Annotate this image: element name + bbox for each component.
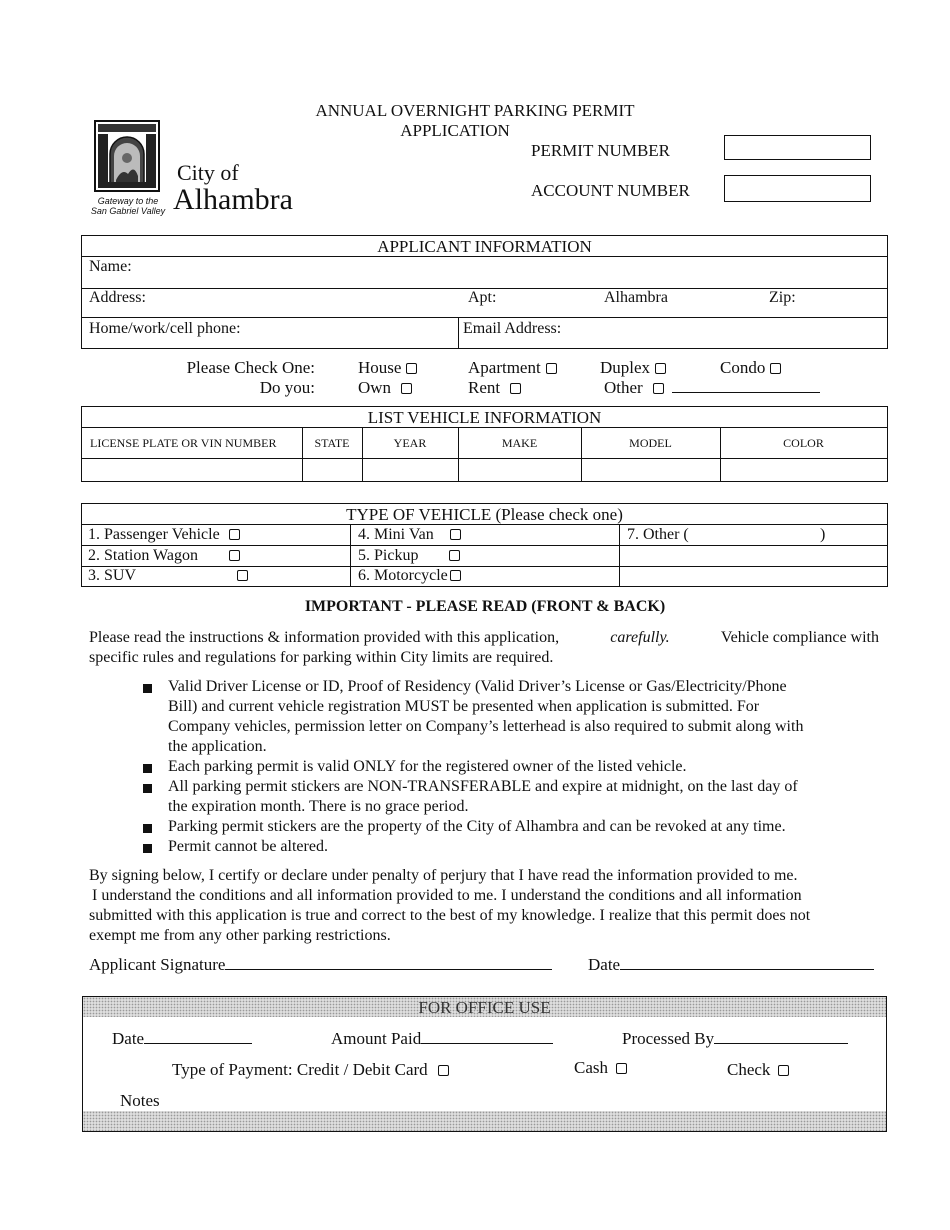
office-use-footer-band: [83, 1111, 886, 1131]
suv-label: 3. SUV: [88, 567, 137, 584]
bullet-1-line3: Company vehicles, permission letter on Company’s letterhead is also required to submit along with: [168, 718, 804, 735]
payment-type-label: Type of Payment: Credit / Debit Card: [172, 1060, 428, 1079]
important-title: IMPORTANT - PLEASE READ (FRONT & BACK): [304, 598, 666, 615]
bullet-icon: [143, 684, 152, 693]
license-plate-input[interactable]: [82, 459, 302, 481]
signature-line[interactable]: [225, 955, 552, 970]
duplex-label: Duplex: [600, 358, 651, 377]
condo-label: Condo: [720, 358, 766, 377]
permit-number-box[interactable]: [724, 135, 871, 160]
apartment-checkbox[interactable]: [546, 363, 557, 374]
address-label: Address:: [89, 289, 146, 306]
form-title-line1: ANNUAL OVERNIGHT PARKING PERMIT: [315, 101, 635, 120]
other-residence-line[interactable]: [672, 378, 820, 393]
check-checkbox[interactable]: [778, 1065, 789, 1076]
passenger-vehicle-checkbox[interactable]: [229, 529, 240, 540]
col-license-plate: LICENSE PLATE OR VIN NUMBER: [90, 436, 277, 450]
mini-van-label: 4. Mini Van: [358, 526, 434, 543]
other-type-close-paren: ): [820, 526, 826, 543]
amount-paid-row: [331, 1029, 553, 1049]
city-seal-logo: [94, 120, 160, 192]
applicant-information-section: [81, 235, 888, 349]
own-label: Own: [358, 378, 392, 397]
bullet-4-line1: Parking permit stickers are the property of the City of Alhambra and can be revoked at any time.: [168, 818, 786, 835]
rent-label: Rent: [468, 378, 501, 397]
important-intro: [89, 628, 879, 668]
pickup-checkbox[interactable]: [449, 550, 460, 561]
type-suv[interactable]: [88, 567, 248, 585]
own-option[interactable]: [358, 378, 412, 398]
vehicle-type-section: [81, 503, 888, 587]
city-name: Alhambra: [173, 183, 293, 216]
state-input[interactable]: [302, 459, 362, 481]
col-state: STATE: [314, 436, 350, 450]
cash-checkbox[interactable]: [616, 1063, 627, 1074]
do-you-label: Do you:: [259, 378, 315, 397]
permit-number-label: PERMIT NUMBER: [531, 141, 671, 160]
type-mini-van[interactable]: [358, 526, 461, 544]
bullet-5-line1: Permit cannot be altered.: [168, 838, 328, 855]
intro-text-b: Vehicle compliance with: [720, 629, 879, 646]
office-use-section: [82, 996, 887, 1132]
other-label: Other: [604, 378, 643, 397]
rent-checkbox[interactable]: [510, 383, 521, 394]
house-option[interactable]: [358, 358, 417, 378]
station-wagon-checkbox[interactable]: [229, 550, 240, 561]
bullet-icon: [143, 764, 152, 773]
name-label: Name:: [89, 258, 132, 275]
tagline-line1: Gateway to the: [97, 196, 159, 206]
office-date-row: [112, 1029, 252, 1049]
signature-date-row: [588, 955, 874, 975]
certification-text: [89, 866, 879, 946]
cash-label: Cash: [574, 1058, 608, 1077]
bullet-item-2: [168, 757, 880, 777]
amount-paid-line[interactable]: [421, 1029, 553, 1044]
apt-label: Apt:: [468, 289, 497, 306]
bullet-1-line1: Valid Driver License or ID, Proof of Residency (Valid Driver’s License or Gas/Electricity/Phone: [168, 678, 787, 695]
intro-text-line2: specific rules and regulations for parking within City limits are required.: [89, 649, 554, 666]
station-wagon-label: 2. Station Wagon: [88, 547, 198, 564]
condo-checkbox[interactable]: [770, 363, 781, 374]
pickup-label: 5. Pickup: [358, 547, 419, 564]
bullet-icon: [143, 824, 152, 833]
phone-label: Home/work/cell phone:: [89, 320, 241, 337]
motorcycle-checkbox[interactable]: [450, 570, 461, 581]
col-year: YEAR: [393, 436, 427, 450]
bullet-icon: [143, 844, 152, 853]
processed-by-label: Processed By: [622, 1029, 715, 1048]
bullet-3-line2: the expiration month. There is no grace period.: [168, 798, 469, 815]
payment-card-option[interactable]: [172, 1060, 449, 1080]
certification-line3: submitted with this application is true and correct to the best of my knowledge. I realize that this permit does not: [89, 907, 811, 924]
apartment-option[interactable]: [468, 358, 557, 378]
type-motorcycle[interactable]: [358, 567, 461, 585]
col-color: COLOR: [783, 436, 824, 450]
payment-cash-option[interactable]: [574, 1058, 627, 1078]
mini-van-checkbox[interactable]: [450, 529, 461, 540]
credit-card-checkbox[interactable]: [438, 1065, 449, 1076]
office-use-title: FOR OFFICE USE: [418, 998, 551, 1017]
account-number-label: ACCOUNT NUMBER: [531, 181, 690, 200]
name-field[interactable]: [82, 256, 887, 288]
motorcycle-label: 6. Motorcycle: [358, 567, 448, 584]
bullet-icon: [143, 784, 152, 793]
signature-label: Applicant Signature: [89, 955, 226, 974]
make-input[interactable]: [458, 459, 581, 481]
processed-by-row: [622, 1029, 848, 1049]
certification-line4: exempt me from any other parking restrictions.: [89, 927, 391, 944]
duplex-checkbox[interactable]: [655, 363, 666, 374]
col-model: MODEL: [629, 436, 672, 450]
tagline-line2: San Gabriel Valley: [90, 206, 166, 216]
city-tagline: [86, 196, 170, 216]
payment-check-option[interactable]: [727, 1060, 789, 1080]
type-passenger-vehicle[interactable]: [88, 526, 240, 544]
bullet-item-4: [168, 817, 880, 837]
bullet-item-3: [168, 777, 880, 817]
vehicle-type-title: TYPE OF VEHICLE (Please check one): [346, 505, 623, 524]
type-station-wagon[interactable]: [88, 547, 240, 565]
house-label: House: [358, 358, 402, 377]
signature-date-line[interactable]: [620, 955, 874, 970]
year-input[interactable]: [362, 459, 458, 481]
email-label: Email Address:: [463, 320, 562, 337]
office-date-line[interactable]: [144, 1029, 252, 1044]
intro-text-a: Please read the instructions & information provided with this application,: [89, 629, 560, 646]
model-input[interactable]: [581, 459, 720, 481]
bullet-item-1: [168, 677, 880, 757]
suv-checkbox[interactable]: [237, 570, 248, 581]
zip-label: Zip:: [769, 289, 796, 306]
bullet-1-line2: Bill) and current vehicle registration MUST be presented when application is submitted. For: [168, 698, 760, 715]
office-date-label: Date: [112, 1029, 145, 1048]
other-checkbox[interactable]: [653, 383, 664, 394]
rent-option[interactable]: [468, 378, 521, 398]
passenger-vehicle-label: 1. Passenger Vehicle: [88, 526, 220, 543]
other-type-label: 7. Other (: [627, 526, 689, 543]
signature-row: [89, 955, 552, 975]
intro-text-emphasis: carefully.: [610, 629, 670, 646]
city-of-label: City of: [177, 160, 239, 185]
check-label: Check: [727, 1060, 771, 1079]
check-one-label: Please Check One:: [186, 358, 315, 377]
applicant-section-title: APPLICANT INFORMATION: [377, 237, 592, 256]
col-make: MAKE: [501, 436, 538, 450]
account-number-box[interactable]: [724, 175, 871, 202]
vehicle-information-section: [81, 406, 888, 482]
own-checkbox[interactable]: [401, 383, 412, 394]
vehicle-section-title: LIST VEHICLE INFORMATION: [367, 408, 602, 427]
form-title-line2: APPLICATION: [400, 121, 510, 140]
apartment-label: Apartment: [468, 358, 541, 377]
notes-label: Notes: [120, 1091, 160, 1110]
type-other[interactable]: [627, 526, 689, 544]
type-pickup[interactable]: [358, 547, 460, 565]
processed-by-line[interactable]: [714, 1029, 848, 1044]
certification-line2: I understand the conditions and all information provided to me. I understand the conditions and all information: [92, 887, 802, 904]
amount-paid-label: Amount Paid: [331, 1029, 422, 1048]
bullet-item-5: [168, 837, 880, 857]
bullet-3-line1: All parking permit stickers are NON-TRANSFERABLE and expire at midnight, on the last day of: [168, 778, 798, 795]
city-value: Alhambra: [604, 289, 668, 306]
certification-line1: By signing below, I certify or declare under penalty of perjury that I have read the information provided to me.: [89, 867, 798, 884]
bullet-2-line1: Each parking permit is valid ONLY for the registered owner of the listed vehicle.: [168, 758, 687, 775]
house-checkbox[interactable]: [406, 363, 417, 374]
duplex-option[interactable]: [600, 358, 666, 378]
bullet-1-line4: the application.: [168, 738, 267, 755]
condo-option[interactable]: [720, 358, 781, 378]
signature-date-label: Date: [588, 955, 621, 974]
color-input[interactable]: [720, 459, 887, 481]
other-option[interactable]: [604, 378, 820, 398]
